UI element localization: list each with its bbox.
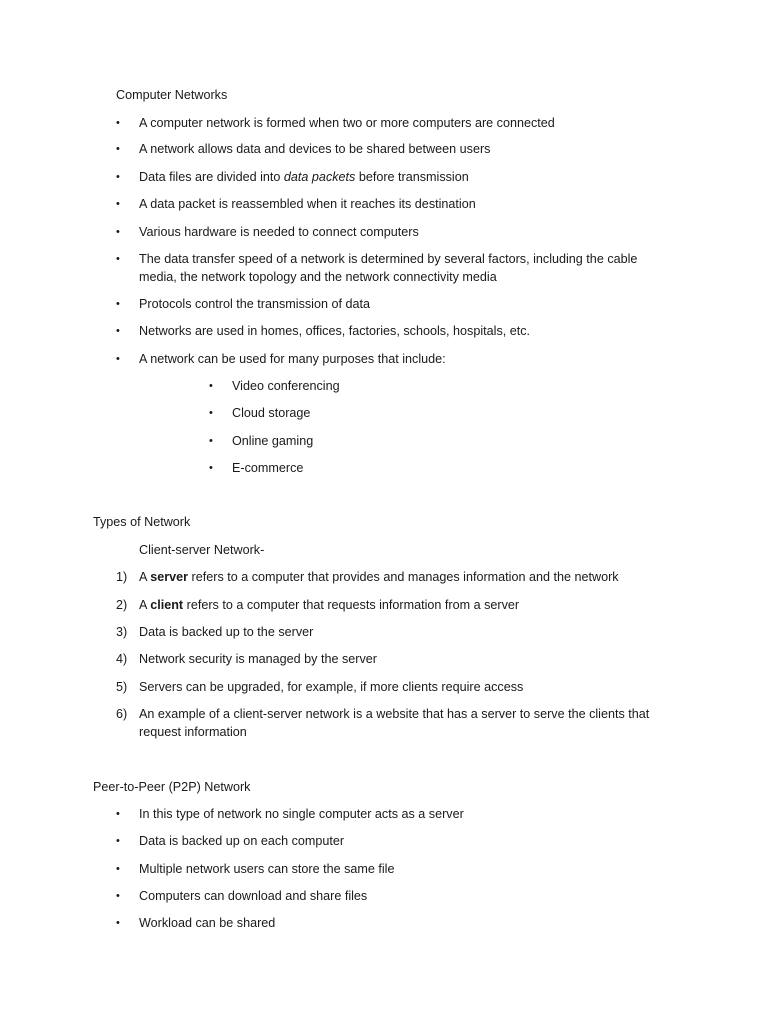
numbered-item: Servers can be upgraded, for example, if more clients require access: [139, 680, 524, 694]
bullet-marker: •: [116, 835, 120, 847]
bullet-marker: •: [116, 863, 120, 875]
sub-list-item: Video conferencing: [232, 379, 340, 393]
numbered-item-line: An example of a client-server network is a website that has a server to serve the clients that: [139, 707, 650, 721]
list-number: 2): [116, 598, 128, 612]
list-item-line: The data transfer speed of a network is determined by several factors, including the cable: [139, 252, 638, 266]
section-heading-p2p-network: Peer-to-Peer (P2P) Network: [93, 780, 251, 794]
subheading-client-server: Client-server Network-: [139, 543, 265, 557]
list-item: Networks are used in homes, offices, factories, schools, hospitals, etc.: [139, 324, 531, 338]
list-item-text: before transmission: [355, 170, 469, 184]
section-heading-types-of-network: Types of Network: [93, 515, 191, 529]
list-item-emphasis: data packets: [283, 170, 356, 184]
list-number: 5): [116, 680, 128, 694]
bullet-marker: •: [116, 353, 120, 365]
list-item: Protocols control the transmission of data: [139, 297, 370, 311]
bullet-marker: •: [116, 298, 120, 310]
list-number: 6): [116, 707, 128, 721]
item-text: refers to a computer that requests information from a server: [183, 598, 520, 612]
sub-list-item: Cloud storage: [232, 406, 311, 420]
list-number: 3): [116, 625, 128, 639]
list-item: A network can be used for many purposes that include:: [139, 352, 446, 366]
list-item-line: media, the network topology and the network connectivity media: [139, 270, 497, 284]
list-item: Workload can be shared: [139, 916, 276, 930]
numbered-item: Network security is managed by the server: [139, 652, 377, 666]
list-item: A computer network is formed when two or more computers are connected: [139, 116, 555, 130]
numbered-item: [139, 569, 619, 586]
list-item-text: Data files are divided into: [139, 170, 284, 184]
sub-bullet-marker: •: [209, 407, 213, 419]
list-item: Computers can download and share files: [139, 889, 368, 903]
item-text: A: [139, 598, 151, 612]
bullet-marker: •: [116, 325, 120, 337]
list-item: Multiple network users can store the same file: [139, 862, 395, 876]
bullet-marker: •: [116, 198, 120, 210]
list-item: [139, 169, 469, 186]
list-item: Various hardware is needed to connect computers: [139, 225, 419, 239]
list-item: A network allows data and devices to be shared between users: [139, 142, 491, 156]
bullet-marker: •: [116, 171, 120, 183]
sub-list-item: Online gaming: [232, 434, 314, 448]
numbered-item-line: request information: [139, 725, 247, 739]
sub-bullet-marker: •: [209, 462, 213, 474]
list-item: A data packet is reassembled when it reaches its destination: [139, 197, 476, 211]
sub-bullet-marker: •: [209, 380, 213, 392]
numbered-item: Data is backed up to the server: [139, 625, 314, 639]
sub-bullet-marker: •: [209, 435, 213, 447]
list-item: In this type of network no single computer acts as a server: [139, 807, 464, 821]
item-text: A: [139, 570, 151, 584]
item-strong: server: [150, 570, 189, 584]
numbered-item: [139, 597, 519, 614]
list-number: 1): [116, 570, 128, 584]
section-heading-computer-networks: Computer Networks: [116, 88, 228, 102]
bullet-marker: •: [116, 226, 120, 238]
item-text: refers to a computer that provides and manages information and the network: [188, 570, 619, 584]
list-number: 4): [116, 652, 128, 666]
bullet-marker: •: [116, 117, 120, 129]
item-strong: client: [150, 598, 184, 612]
bullet-marker: •: [116, 143, 120, 155]
sub-list-item: E-commerce: [232, 461, 304, 475]
bullet-marker: •: [116, 890, 120, 902]
bullet-marker: •: [116, 253, 120, 265]
list-item: Data is backed up on each computer: [139, 834, 345, 848]
bullet-marker: •: [116, 917, 120, 929]
bullet-marker: •: [116, 808, 120, 820]
